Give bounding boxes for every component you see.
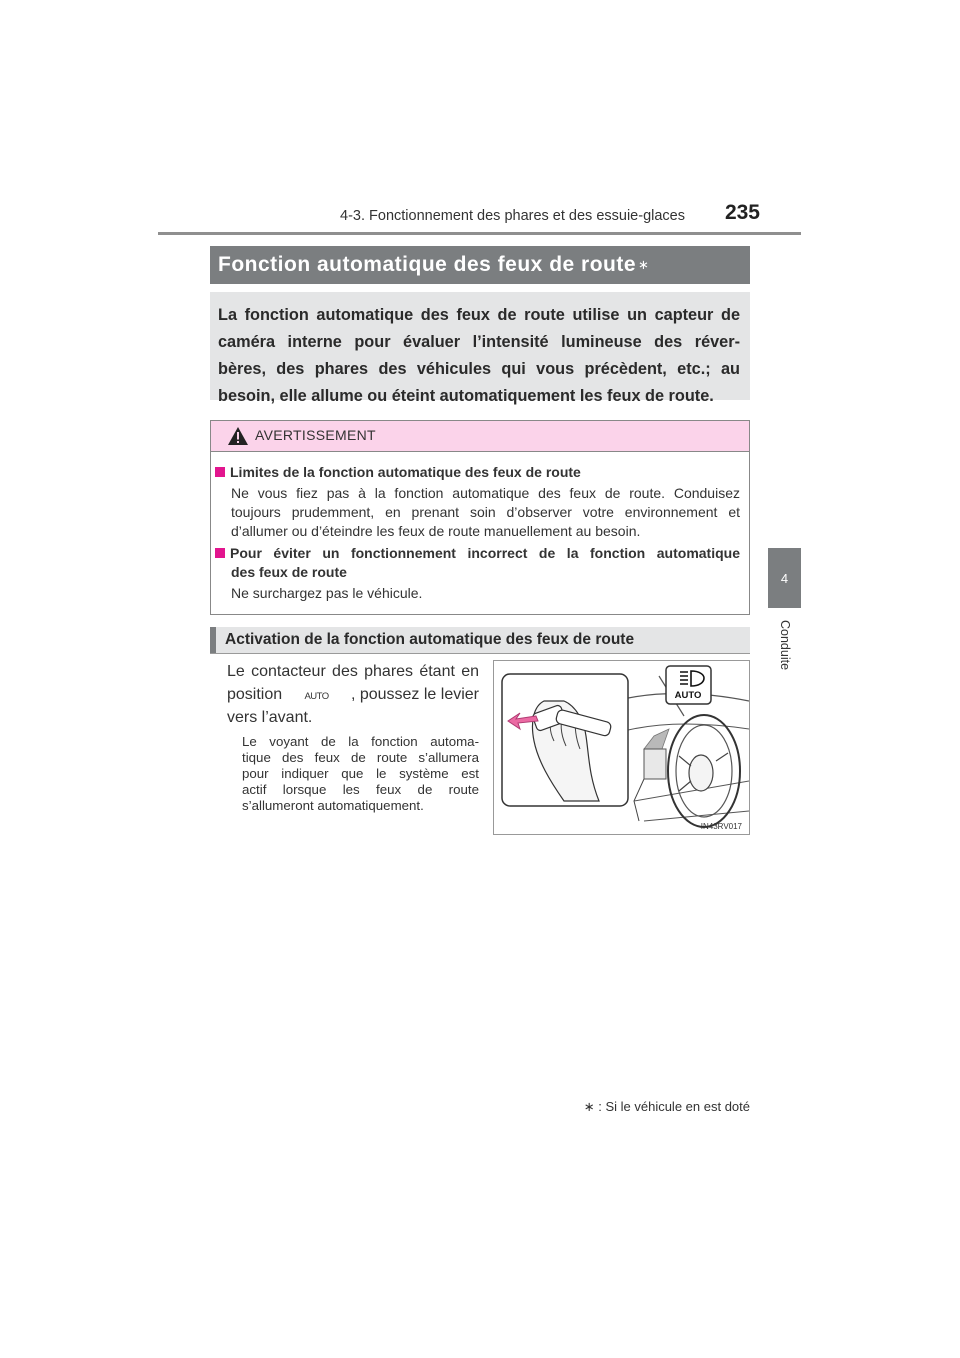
note-line: s’allumeront automatiquement. [242,798,424,813]
illustration-frame [493,660,750,835]
bullet-square-icon [215,548,225,558]
bullet-square-icon [215,467,225,477]
step-line: vers l’avant. [227,709,313,726]
note-line: pour indiquer que le système est [242,766,479,781]
footnote-marker: ∗ [583,1099,595,1114]
chapter-label: Conduite [778,620,792,671]
page-title-bar [210,246,750,284]
headlight-lever-illustration [494,661,749,834]
running-header: 4-3. Fonctionnement des phares et des essuie-glaces [340,208,685,224]
asterisk-marker: ∗ [638,257,649,272]
step-text: position [227,686,283,703]
illustration-code: IN43RV017 [700,822,742,831]
section-heading-bar [210,627,750,653]
section-edge [210,627,216,653]
header-rule [158,232,801,235]
page-number: 235 [724,201,760,224]
warning-header [211,421,749,452]
intro-box [210,292,750,405]
note-line: Le voyant de la fonction automa- [242,734,479,749]
warning-item-text: d’allumer ou d’éteindre les feux de route manuellement au besoin. [231,523,641,539]
warning-icon [227,426,249,446]
warning-item-heading: Limites de la fonction automatique des feux de route [215,463,581,482]
intro-line: caméra interne pour évaluer l’intensité lumineuse des réver- [218,333,740,351]
note-line: actif lorsque les feux de route [242,782,479,797]
chapter-number: 4 [780,570,789,586]
warning-item-text: Ne vous fiez pas à la fonction automatique des feux de route. Conduisez [231,485,740,501]
warning-label: AVERTISSEMENT [255,427,376,443]
chapter-label-wrap [775,620,795,680]
note-line: tique des feux de route s’allumera [242,750,479,765]
intro-line: bères, des phares des véhicules qui vous précèdent, etc.; au [218,360,740,378]
warning-item-text: toujours prudemment, en prenant soin d’observer votre environnement et [231,504,740,520]
warning-item-heading-cont: des feux de route [231,564,347,580]
chapter-tab [768,548,801,608]
warning-box [210,420,750,615]
step-line: Le contacteur des phares étant en [227,663,479,680]
section-title: Activation de la fonction automatique des feux de route [225,631,635,648]
intro-line: besoin, elle allume ou éteint automatiquement les feux de route. [218,387,714,405]
step-line [227,683,479,708]
warning-item-heading: Pour éviter un fonctionnement incorrect de la fonction automatique [215,544,740,563]
footnote-text: : Si le véhicule en est doté [598,1099,750,1114]
auto-switch-symbol: AUTO [304,691,329,702]
warning-item-text: Ne surchargez pas le véhicule. [231,585,423,601]
footnote [560,1099,750,1115]
page-title: Fonction automatique des feux de route [218,253,637,276]
intro-line: La fonction automatique des feux de route utilise un capteur de [218,306,740,324]
step-text: , poussez le levier [350,686,479,703]
section-rule [210,653,750,654]
auto-indicator-label: AUTO [674,690,702,701]
